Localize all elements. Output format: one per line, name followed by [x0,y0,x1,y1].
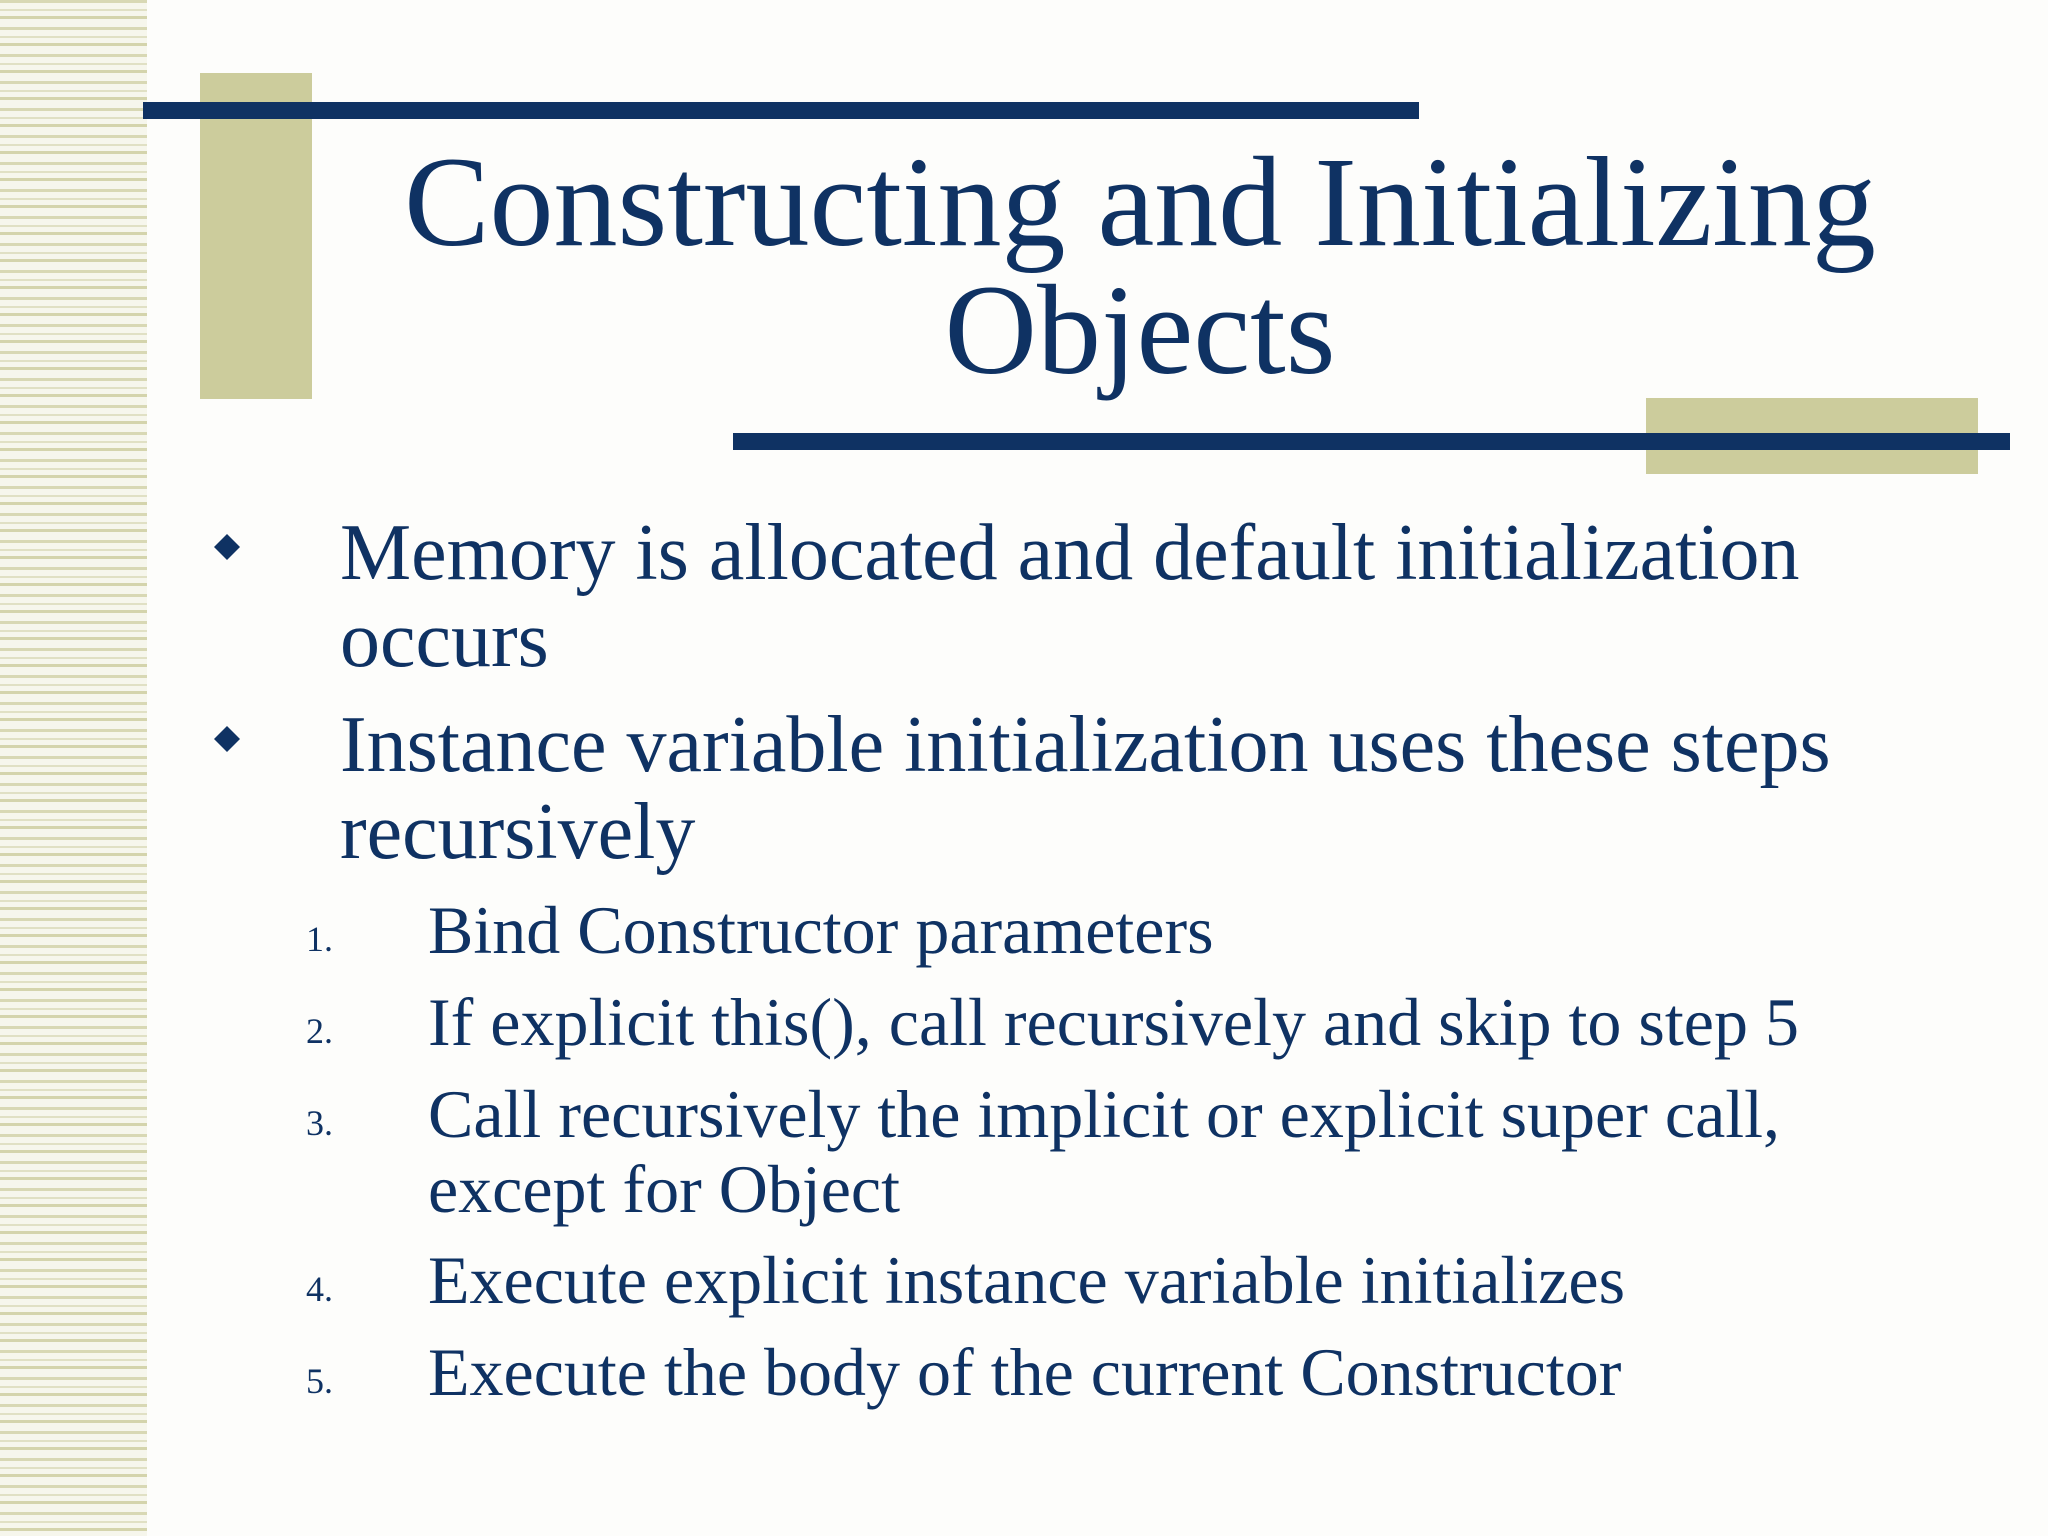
step-text: Execute explicit instance variable initializes [428,1242,1626,1318]
diamond-bullet-icon [214,726,240,752]
title-line-1: Constructing and Initializing [404,131,1876,273]
step-text [428,1077,1928,1227]
bullet-text-line-1: Instance variable initialization uses these steps [340,701,1831,789]
bullet-text-line-2: occurs [340,596,549,684]
step-text: Bind Constructor parameters [428,892,1214,968]
bullet-text-line-2: recursively [340,788,696,876]
step-number: 4. [306,1269,333,1309]
step-text: Execute the body of the current Constructor [428,1334,1622,1410]
bullet-text-line-1: Memory is allocated and default initialization [340,509,1800,597]
step-number: 3. [306,1103,333,1143]
diamond-bullet-icon [214,534,240,560]
title-line-2: Objects [944,259,1336,401]
step-text-line-2: except for Object [428,1151,900,1227]
step-number: 2. [306,1011,333,1051]
bullet-text [340,702,1920,876]
bullet-text [340,510,1920,684]
step-number: 5. [306,1361,333,1401]
step-number: 1. [306,919,333,959]
step-text: If explicit this(), call recursively and skip to step 5 [428,984,1799,1060]
step-text-line-1: Call recursively the implicit or explicit super call, [428,1076,1781,1152]
